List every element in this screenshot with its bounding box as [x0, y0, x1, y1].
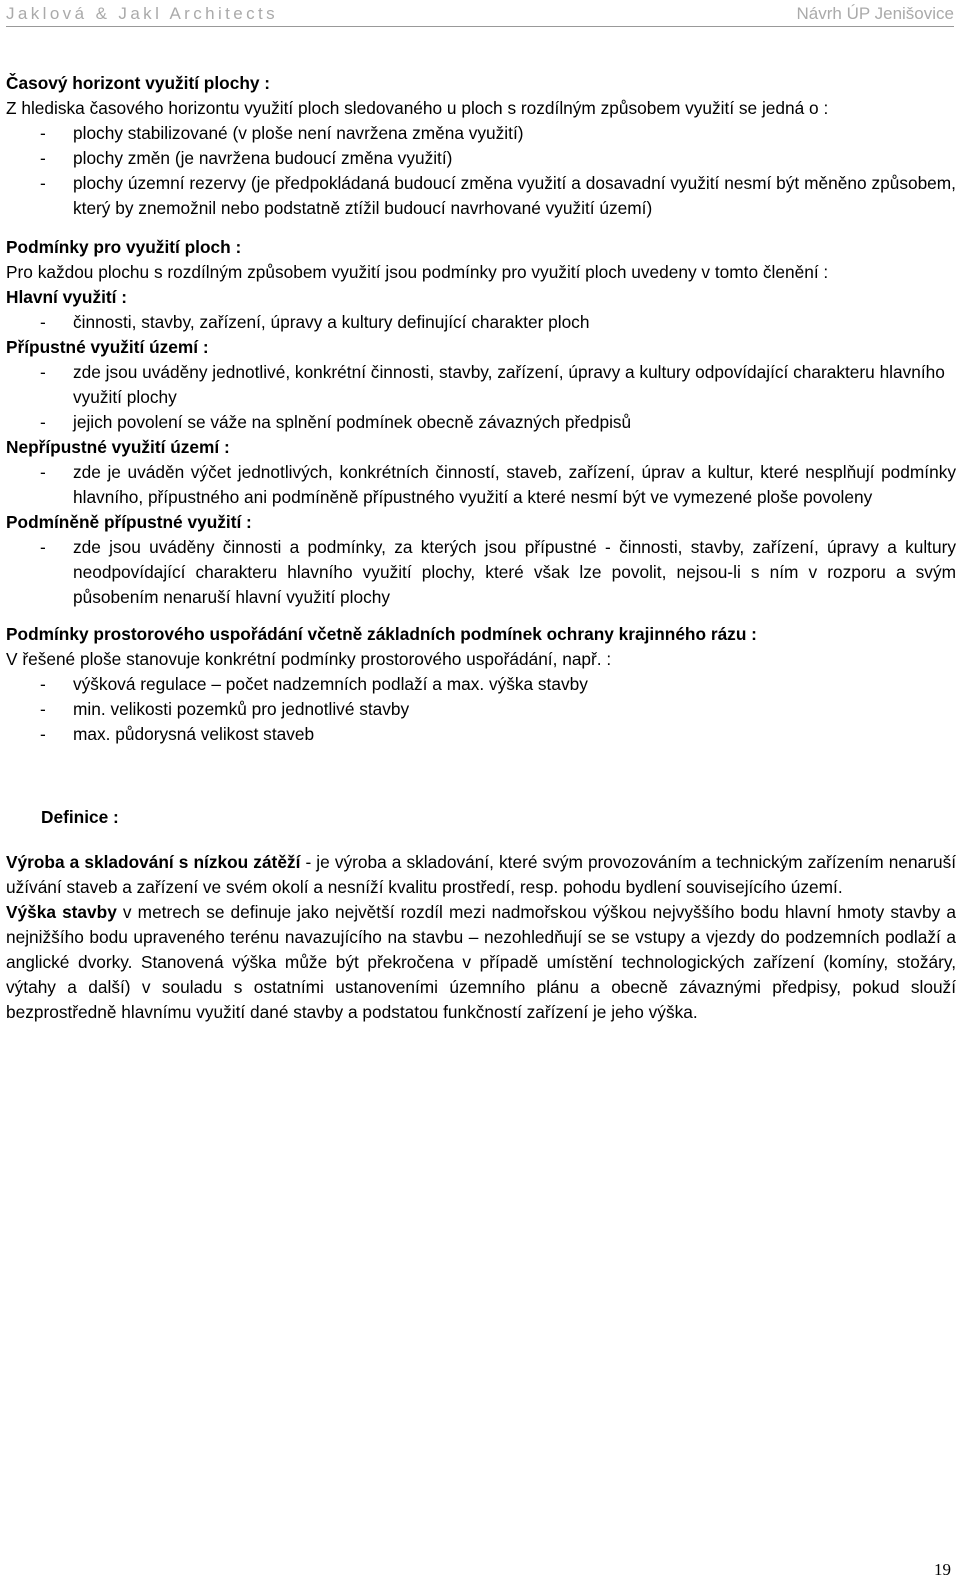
- definitions-title: Definice :: [41, 807, 119, 827]
- section-conditions-title: Podmínky pro využití ploch :: [6, 237, 242, 257]
- allowed-use-title: Přípustné využití území :: [6, 337, 209, 357]
- list-item: - plochy změn (je navržena budoucí změna využití): [40, 148, 453, 168]
- list-item: - zde jsou uváděny jednotlivé, konkrétní činnosti, stavby, zařízení, úpravy a kultury odpovídající charakteru hlavního využití plochy: [40, 362, 945, 407]
- list-item: - činnosti, stavby, zařízení, úpravy a kultury definující charakter ploch: [40, 312, 590, 332]
- section-spatial-intro: V řešené ploše stanovuje konkrétní podmínky prostorového uspořádání, např. :: [6, 649, 612, 669]
- section-time-horizon-title: Časový horizont využití plochy :: [6, 73, 271, 93]
- list-item: - plochy stabilizované (v ploše není navržena změna využití): [40, 123, 524, 143]
- list-item: - výšková regulace – počet nadzemních podlaží a max. výška stavby: [40, 674, 588, 694]
- definition-low-impact-production: [6, 850, 956, 900]
- document-body: [6, 71, 956, 1025]
- definition-text: - je výroba a skladování, které svým provozováním a technickým zařízením nenaruší užívání staveb a zařízení ve svém okolí a nesníží kvalitu prostředí, resp. pohodu bydlení souvisejícího území.: [6, 852, 957, 897]
- list-item: - zde jsou uváděny činnosti a podmínky, za kterých jsou přípustné - činnosti, stavby, zařízení, úpravy a kultury neodpovídající charakteru hlavního využití plochy, které však lze povolit, nejsou-li s ním v rozporu a svým působením nenaruší hlavní využití plochy: [40, 537, 956, 607]
- list-item: - zde je uváděn výčet jednotlivých, konkrétních činností, staveb, zařízení, úprav a kultur, které nesplňují podmínky hlavního, přípustného ani podmíněně přípustného využití a které nesmí být ve vymezené ploše povoleny: [40, 462, 956, 507]
- main-use-title: Hlavní využití :: [6, 287, 127, 307]
- list-item: - min. velikosti pozemků pro jednotlivé stavby: [40, 699, 410, 719]
- page-number: 19: [934, 1560, 951, 1579]
- definition-text: v metrech se definuje jako největší rozdíl mezi nadmořskou výškou nejvyššího bodu hlavní hmoty stavby a nejnižšího bodu upraveného terénu navazujícího na stavbu – nezohledňují se se vstupy a vjezdy do podzemních podlaží a anglické dvorky. Stanovená výška může být překročena v případě umístění technologických zařízení (komíny, stožáry, výtahy a další) v souladu s ostatními ustanoveními územního plánu a obecně závaznými předpisy, pokud slouží bezprostředně hlavnímu využití dané stavby a podstatou funkčností zařízení je jeho výška.: [6, 902, 956, 1022]
- definition-term: Výška stavby: [6, 902, 117, 922]
- definition-building-height: [6, 900, 956, 1025]
- list-item: - plochy územní rezervy (je předpokládaná budoucí změna využití a dosavadní využití nesmí být měněno způsobem, který by znemožnil nebo podstatně ztížil budoucí navrhované využití území): [40, 173, 956, 218]
- header-firm-name: Jaklová & Jakl Architects: [6, 4, 279, 23]
- section-spatial-title: Podmínky prostorového uspořádání včetně základních podmínek ochrany krajinného rázu :: [6, 624, 757, 644]
- conditional-use-title: Podmíněně přípustné využití :: [6, 512, 252, 532]
- definition-term: Výroba a skladování s nízkou zátěží: [6, 852, 301, 872]
- time-horizon-list: [6, 121, 956, 221]
- section-conditions-intro: Pro každou plochu s rozdílným způsobem využití jsou podmínky pro využití ploch uvedeny v tomto členění :: [6, 262, 829, 282]
- list-item: - max. půdorysná velikost staveb: [40, 724, 315, 744]
- page-header: [6, 2, 954, 27]
- header-document-title: Návrh ÚP Jenišovice: [796, 4, 954, 23]
- forbidden-use-title: Nepřípustné využití území :: [6, 437, 230, 457]
- section-time-horizon-intro: Z hlediska časového horizontu využití ploch sledovaného u ploch s rozdílným způsobem využití se jedná o :: [6, 98, 829, 118]
- list-item: - jejich povolení se váže na splnění podmínek obecně závazných předpisů: [40, 412, 632, 432]
